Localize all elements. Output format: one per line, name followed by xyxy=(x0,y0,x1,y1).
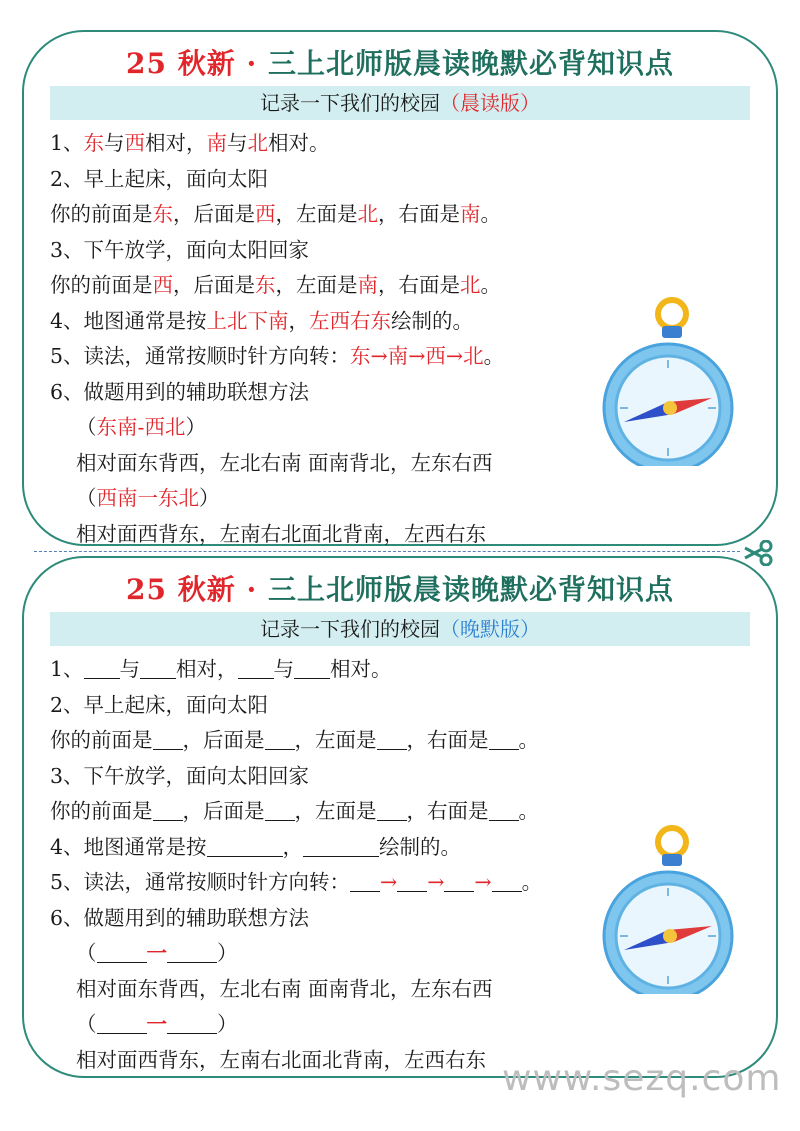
answer-blank[interactable] xyxy=(265,798,295,821)
list-item: （东南-西北） xyxy=(76,415,206,439)
list-item: 6、做题用到的辅助联想方法 xyxy=(50,905,310,930)
edition-tag: （晨读版） xyxy=(440,91,540,115)
list-item: 5、读法，通常按顺时针方向转： → → → 。 xyxy=(50,870,543,894)
list-item: （ 一 ） xyxy=(76,1012,238,1036)
list-item: 3、下午放学，面向太阳回家 xyxy=(50,237,310,262)
scissors-icon xyxy=(742,540,774,566)
list-item: 你的前面是西，后面是东，左面是南，右面是北。 xyxy=(50,273,501,297)
list-item: 2、早上起床，面向太阳 xyxy=(50,692,269,717)
section-subtitle: 记录一下我们的校园（晨读版） xyxy=(50,86,750,120)
answer-blank[interactable] xyxy=(153,727,183,750)
page-title: 25 秋新 · 三上北师版晨读晚默必背知识点 xyxy=(126,573,674,606)
compass-icon xyxy=(598,296,738,466)
answer-blank[interactable] xyxy=(377,727,407,750)
list-item: （西南一东北） xyxy=(76,486,220,510)
list-item: 相对面西背东，左南右北面北背南，左西右东 xyxy=(76,521,486,546)
list-item: 6、做题用到的辅助联想方法 xyxy=(50,379,310,404)
list-item: 4、地图通常是按上北下南，左西右东绘制的。 xyxy=(50,308,474,333)
list-item: 2、早上起床，面向太阳 xyxy=(50,166,269,191)
list-item: 你的前面是 ，后面是 ，左面是 ，右面是 。 xyxy=(50,728,539,752)
list-item: 相对面东背西，左北右南 面南背北，左东右西 xyxy=(76,450,493,475)
answer-blank[interactable] xyxy=(377,798,407,821)
list-item: 1、东与西相对，南与北相对。 xyxy=(50,131,330,155)
morning-reading-card xyxy=(22,30,778,546)
answer-blank[interactable] xyxy=(167,1011,217,1034)
answer-blank[interactable] xyxy=(489,798,519,821)
answer-blank[interactable] xyxy=(167,940,217,963)
list-item: 1、 与 相对， 与 相对。 xyxy=(50,657,392,681)
list-item: 相对面西背东，左南右北面北背南，左西右东 xyxy=(76,1047,486,1072)
list-item: 你的前面是东，后面是西，左面是北，右面是南。 xyxy=(50,202,501,226)
answer-blank[interactable] xyxy=(97,940,147,963)
answer-blank[interactable] xyxy=(207,834,283,857)
compass-icon xyxy=(598,824,738,994)
answer-blank[interactable] xyxy=(97,1011,147,1034)
list-item: 5、读法，通常按顺时针方向转：东→南→西→北。 xyxy=(50,344,505,368)
watermark: www.sezq.com xyxy=(502,1058,782,1099)
answer-blank[interactable] xyxy=(153,798,183,821)
answer-blank[interactable] xyxy=(444,869,474,892)
answer-blank[interactable] xyxy=(350,869,380,892)
answer-blank[interactable] xyxy=(489,727,519,750)
section-subtitle: 记录一下我们的校园（晚默版） xyxy=(50,612,750,646)
answer-blank[interactable] xyxy=(397,869,427,892)
answer-blank[interactable] xyxy=(492,869,522,892)
evening-dictation-card xyxy=(22,556,778,1078)
cut-line-divider xyxy=(34,551,740,552)
answer-blank[interactable] xyxy=(84,656,120,679)
page-title: 25 秋新 · 三上北师版晨读晚默必背知识点 xyxy=(126,47,674,80)
list-item: 相对面东背西，左北右南 面南背北，左东右西 xyxy=(76,976,493,1001)
answer-blank[interactable] xyxy=(238,656,274,679)
edition-tag: （晚默版） xyxy=(440,617,540,641)
list-item: 4、地图通常是按 ， 绘制的。 xyxy=(50,834,462,859)
answer-blank[interactable] xyxy=(303,834,379,857)
list-item: 你的前面是 ，后面是 ，左面是 ，右面是 。 xyxy=(50,799,539,823)
answer-blank[interactable] xyxy=(140,656,176,679)
answer-blank[interactable] xyxy=(294,656,330,679)
list-item: 3、下午放学，面向太阳回家 xyxy=(50,763,310,788)
list-item: （ 一 ） xyxy=(76,941,238,965)
answer-blank[interactable] xyxy=(265,727,295,750)
